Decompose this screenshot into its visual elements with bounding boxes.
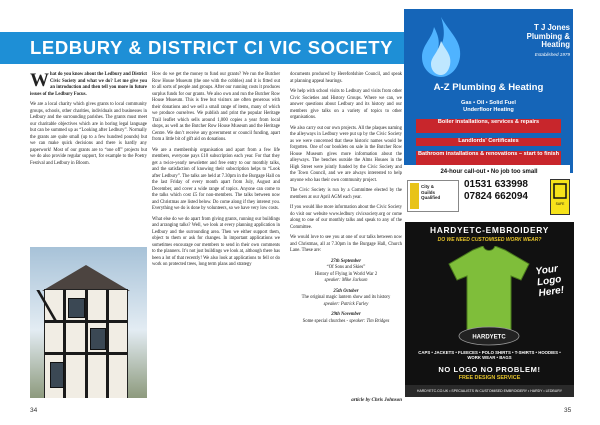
article-column-3 (290, 72, 402, 329)
embroidery-tagline: DO WE NEED CUSTOMISED WORK WEAR? (437, 237, 542, 243)
intro-paragraph: What do you know about the Ledbury and District Civic Society and what we do? Let me give you an introduction and then tell you more in future issues of the Ledbury Focus. (30, 70, 147, 97)
city-guilds-logo: City & Guilds Qualified (407, 180, 459, 212)
embroidery-logo-badge (458, 326, 520, 346)
phone-number: 07824 662094 (464, 190, 528, 202)
article-byline: article by Chris Johnson (351, 398, 402, 403)
timber-frame-house-shape (44, 289, 128, 398)
embroidery-no-logo: NO LOGO NO PROBLEM! (438, 365, 541, 374)
embroidery-free-design: FREE DESIGN SERVICE (458, 375, 521, 381)
article-paragraph: The Civic Society is run by a Committee elected by the members at our April AGM each year. (290, 188, 402, 200)
article-paragraph: documents produced by Herefordshire Council, and speak at planning appeal hearings. (290, 72, 402, 84)
page-number-left: 34 (30, 407, 38, 414)
article-paragraph: What else do we do apart from giving grants, running our buildings and arranging talks? Well, we look at every planning application in Ledbury and the surrounding area. Then we either support them, object to them or ask for changes. In important applications we sometimes encourage our members to send in their own comments to the planners. It’s not just buildings we look at, although there has been a lot of that recently! We also look at applications to fell or do work on protected trees, long term plans and strategy (152, 216, 280, 267)
page-number-right: 35 (564, 407, 572, 414)
plumbing-callout: 24-hour call-out • No job too small (440, 169, 538, 175)
gas-safe-logo: SAFE (550, 179, 570, 215)
drop-cap: W (30, 70, 49, 91)
svg-text:HARDYETC: HARDYETC (472, 334, 506, 341)
article-column-2 (152, 72, 280, 273)
plumbing-service-box: Bathroom installations & renovations – start to finish (416, 151, 561, 165)
embroidery-footer: HARDYETC.CO.UK • SPECIALISTS IN CUSTOMISED EMBROIDERY • HARDY • LEDBURY (405, 385, 574, 397)
plumbing-headline: A-Z Plumbing & Heating (433, 82, 544, 93)
plumbing-services: Gas • Oil • Solid Fuel Underfloor Heating (461, 100, 516, 114)
article-paragraph: We are a membership organisation and apart from a few life members, everyone pays £10 subscription each year. For that they get a twice-yearly newsletter and free entry to our monthly talks, and the satisfaction of knowing their subscription helps to “Look after Ledbury”. The talks are held at 7.30pm in the Burgage Hall on the last Friday of every month apart from July, August and December, and cover a wide range of topics. Anyone can come to the talks which cost £5 for non-members. The talks between now and Christmas are listed below. Do come along if they interest you. Everything we do is done by volunteers, so we have very low costs. (152, 147, 280, 211)
article-paragraph: We would love to see you at one of our talks between now and Christmas, all at 7.30pm in the Burgage Hall, Church Lane. These are: (290, 235, 402, 253)
plumbing-advert (404, 9, 573, 173)
talk-listing: 29th November Some special churches - speaker: Tim Bridges (302, 312, 390, 324)
article-paragraph: We also carry out our own projects. All the plaques naming the alleyways in Ledbury were put up by the Civic Society as we were concerned that these historic names would be forgotten. One of our booklets on sale in the Butcher Row House Museum gives more information about the alleyways. The benches outside the Alms Houses in the High Street were jointly funded by the Civic Society and the Town Council, and we are always interested to help anyone who has their own community project. (290, 125, 402, 183)
plumbing-service-box: Boiler installations, services & repairs (416, 119, 561, 133)
embroidery-cta: Your Logo Here! (534, 263, 565, 300)
tshirt-icon (447, 246, 531, 338)
plumbing-brand: T J Jones Plumbing & Heating (526, 23, 570, 50)
phone-number: 01531 633998 (464, 179, 528, 190)
article-paragraph: We help with school visits to Ledbury and visits from other Civic Societies and History Groups. Where we can, we answer questions about Ledbury and its history and our members give talks on a variety of topics to other organisations. (290, 89, 402, 120)
article-column-1 (30, 72, 147, 171)
house-roof-shape (42, 265, 130, 291)
plumbing-phones (464, 179, 528, 202)
article-paragraph: We are a local charity which gives grants to local community groups, schools, other charities, individuals and businesses in Ledbury and the surrounding parishes. The grants must meet our charitable objectives which are in boring legal language but can be summed up as “Looking after Ledbury”. Normally the grants are quite small (up to a few hundred pounds) but we can make quick decisions and there is hardly any paperwork! Most of our grants are to “one off” projects but we do also provide regular support, for example to the Poetry Festival and Ledbury in Bloom. (30, 102, 147, 166)
article-paragraph: How do we get the money to fund our grants? We run the Butcher Row House Museum (the one with the cobbles) and it is fitted out to all sorts of people and groups. After our running costs it produces surplus funds for our grants. We also own and run the Butcher Row House Museum. This is free but visitors are often generous with their donations and we sell a small range of items, many of which we produce ourselves. We publish and print the popular Heritage Trail leaflet which sells around 1,000 copies a year from local shops, as well as the Butcher Row House Museum and the Heritage Centre. We don’t receive any government or council funding, apart from a little bit of gift aid on donations. (152, 72, 280, 142)
plumbing-contact-panel (404, 165, 570, 222)
article-paragraph: If you would like more information about the Civic Society do visit our website www.ledbury civicsociety.org or come along to one of our monthly talks and speak to any of the Committee. (290, 205, 402, 230)
butcher-row-house-photo (30, 247, 147, 398)
gas-flame-icon (416, 15, 466, 79)
article-title-bar (0, 32, 404, 64)
talk-listing: 25th October The original magic lantern show and its history speaker: Patrick Furley (301, 288, 391, 307)
embroidery-title: HARDYETC-EMBROIDERY (429, 225, 550, 235)
article-title: LEDBURY & DISTRICT CI VIC SOCIETY (30, 37, 394, 58)
embroidery-advert (405, 222, 574, 397)
talk-listing: 27th September “Of Sons and Skies” History of Flying in World War 2 speaker: Mike Jackson (314, 258, 378, 283)
plumbing-service-box: Landlords' Certificates (416, 138, 561, 146)
plumbing-established: Established 1979 (534, 52, 570, 57)
embroidery-services: CAPS • JACKETS • FLEECES • POLO SHIRTS • T-SHIRTS • HOODIES • WORK WEAR • BAGS (418, 350, 561, 361)
